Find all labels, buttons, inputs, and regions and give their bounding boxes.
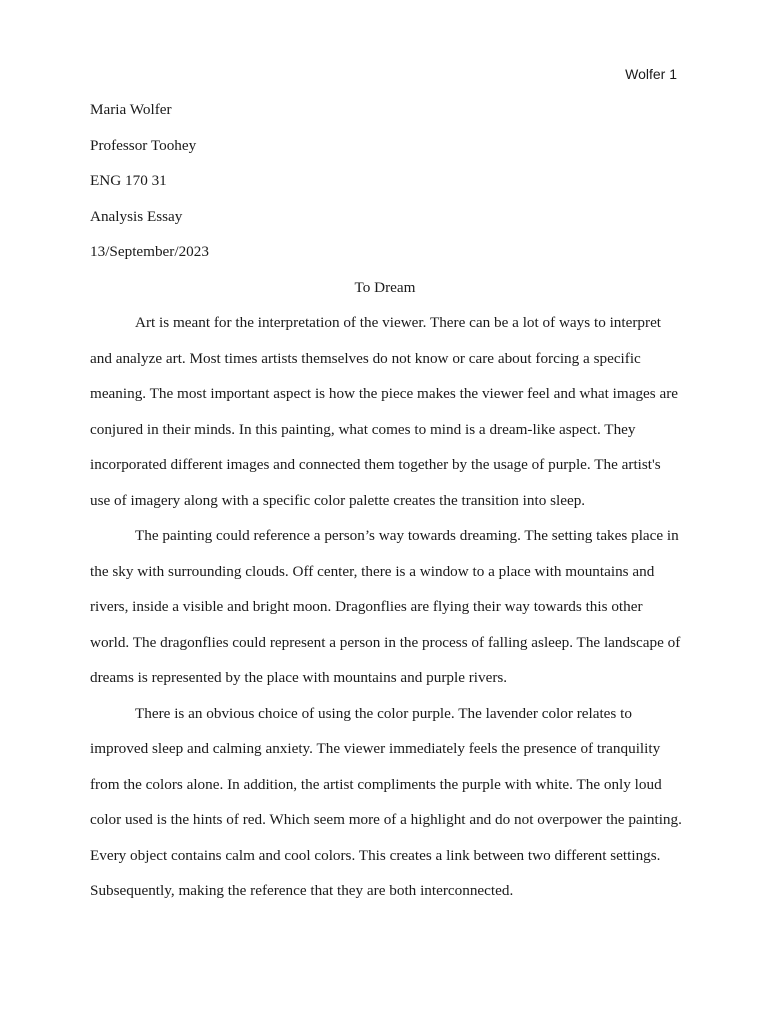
author-name: Maria Wolfer [90,101,172,118]
paragraph-line: meaning. The most important aspect is how the piece makes the viewer feel and what images are [90,385,679,402]
paragraph-line: use of imagery along with a specific color palette creates the transition into sleep. [90,491,586,509]
course-name: ENG 170 31 [90,172,167,189]
professor-name: Professor Toohey [90,136,197,154]
paragraph-line: Art is meant for the interpretation of the viewer. There can be a lot of ways to interpret [135,314,662,331]
paragraph-line: incorporated different images and connected them together by the usage of purple. The artist's [90,456,661,473]
paragraph-3 [90,696,680,909]
paragraph-2 [90,518,680,696]
paragraph-line: Every object contains calm and cool colors. This creates a link between two different settings. [90,846,661,864]
essay-title: To Dream [354,278,416,296]
paragraph-line: conjured in their minds. In this painting, what comes to mind is a dream-like aspect. They [90,420,636,438]
paragraph-line: dreams is represented by the place with mountains and purple rivers. [90,669,508,686]
paragraph-line: rivers, inside a visible and bright moon. Dragonflies are flying their way towards this other [90,598,643,615]
paragraph-line: color used is the hints of red. Which seem more of a highlight and do not overpower the painting. [90,811,682,828]
essay-date: 13/September/2023 [90,243,209,260]
paragraph-1 [90,305,680,518]
mla-heading [90,92,680,270]
paragraph-line: the sky with surrounding clouds. Off center, there is a window to a place with mountains and [90,562,655,580]
paragraph-line: improved sleep and calming anxiety. The viewer immediately feels the presence of tranquility [90,740,661,757]
paragraph-line: and analyze art. Most times artists themselves do not know or care about forcing a specific [90,349,641,367]
paragraph-line: Subsequently, making the reference that they are both interconnected. [90,882,514,899]
running-head: Wolfer 1 [625,66,677,82]
essay-content [90,92,680,909]
paragraph-line: The painting could reference a person’s way towards dreaming. The setting takes place in [135,527,679,544]
paragraph-line: from the colors alone. In addition, the artist compliments the purple with white. The only loud [90,775,662,793]
paragraph-line: world. The dragonflies could represent a person in the process of falling asleep. The landscape of [90,633,681,651]
assignment-name: Analysis Essay [90,207,183,225]
paragraph-line: There is an obvious choice of using the color purple. The lavender color relates to [135,704,632,722]
